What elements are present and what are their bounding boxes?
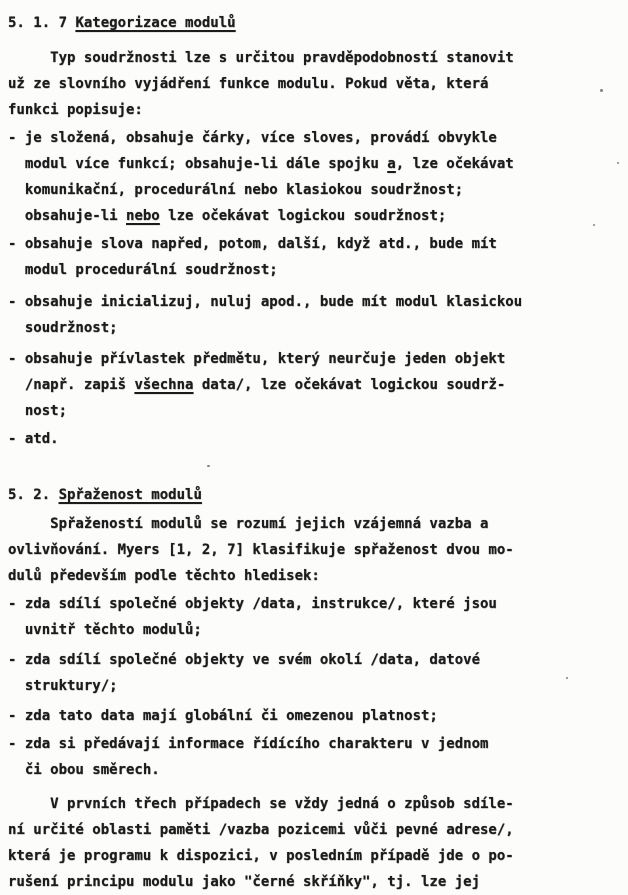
text-line: - zda si předávají informace řídícího charakteru v jednom (8, 736, 489, 752)
heading-title: Kategorizace modulů (75, 15, 236, 31)
scan-speck (600, 89, 603, 92)
text-line: ovlivňování. Myers [1, 2, 7] klasifikuje spřaženost dvou mo- (8, 542, 514, 558)
bullet-item-initialize-words (8, 289, 622, 341)
text-line: ní určité oblasti paměti /vazba pozicemi vůči pevné adrese/, (8, 822, 514, 838)
text-line: - obsahuje přívlastek předmětu, který neurčuje jeden objekt (8, 351, 506, 367)
bullet-item-data-scope (8, 703, 622, 729)
text-line: už ze slovního vyjádření funkce modulu. Pokud věta, která (8, 76, 489, 92)
text-line: která je programu k dispozici, v posledním případě jde o po- (8, 848, 514, 864)
text-line: struktury/; (8, 678, 118, 694)
paragraph-intro (8, 45, 622, 123)
heading-number: 5. 2. (8, 487, 59, 503)
text-line: Spřažeností modulů se rozumí jejich vzájemná vazba a (8, 516, 489, 532)
text-line: soudržnost; (8, 320, 118, 336)
bullet-item-shared-objects-environment (8, 647, 622, 699)
bullet-item-procedural-words (8, 231, 622, 283)
text-line: - zda tato data mají globální či omezenou platnost; (8, 708, 438, 724)
bullet-item-etc (8, 426, 622, 452)
section-heading-5-2 (8, 482, 622, 508)
text-line: /např. zapiš všechna data/, lze očekávat logickou soudrž- (8, 377, 506, 393)
paragraph-memory-sharing (8, 791, 622, 895)
paragraph-coupling-intro (8, 511, 622, 589)
text-line: - obsahuje slova napřed, potom, další, když atd., bude mít (8, 236, 497, 252)
heading-title: Spřaženost modulů (58, 487, 202, 503)
text-line: - je složená, obsahuje čárky, více sloves, provádí obvykle (8, 130, 497, 146)
text-line: komunikační, procedurální nebo klasiokou soudržnost; (8, 182, 464, 198)
scan-speck (207, 465, 210, 467)
text-line: modul více funkcí; obsahuje-li dále spojku a, lze očekávat (8, 156, 514, 172)
underlined-word: všechna (134, 377, 194, 393)
section-heading-5-1-7 (8, 10, 622, 36)
text-line: či obou směrech. (8, 762, 160, 778)
text-line: - obsahuje inicializuj, nuluj apod., bude mít modul klasickou (8, 294, 523, 310)
text-line: Typ soudržnosti lze s určitou pravděpodobností stanovit (8, 50, 514, 66)
text-line: uvnitř těchto modulů; (8, 622, 202, 638)
bullet-item-composed-sentence (8, 125, 622, 229)
text-line: - zda sdílí společné objekty ve svém okolí /data, datové (8, 652, 481, 668)
text-line: dulů především podle těchto hledisek: (8, 568, 320, 584)
underlined-word: nebo (126, 208, 160, 224)
bullet-item-shared-objects-inside (8, 591, 622, 643)
text-line: modul procedurální soudržnost; (8, 262, 278, 278)
text-line: - atd. (8, 431, 59, 447)
scan-speck (566, 677, 568, 679)
heading-number: 5. 1. 7 (8, 15, 76, 31)
text-line: nost; (8, 403, 68, 419)
underlined-word: a (387, 156, 396, 172)
text-line: V prvních třech případech se vždy jedná o způsob sdíle- (8, 796, 514, 812)
text-line: rušení principu modulu jako "černé skříňky", tj. lze jej (8, 874, 481, 890)
text-line: - zda sdílí společné objekty /data, instrukce/, které jsou (8, 596, 497, 612)
bullet-item-control-information (8, 731, 622, 783)
bullet-item-attribute-object (8, 346, 622, 424)
scan-speck (617, 162, 619, 164)
text-line: obsahuje-li nebo lze očekávat logickou soudržnost; (8, 208, 447, 224)
text-line: funkci popisuje: (8, 102, 143, 118)
scan-speck (593, 224, 595, 226)
